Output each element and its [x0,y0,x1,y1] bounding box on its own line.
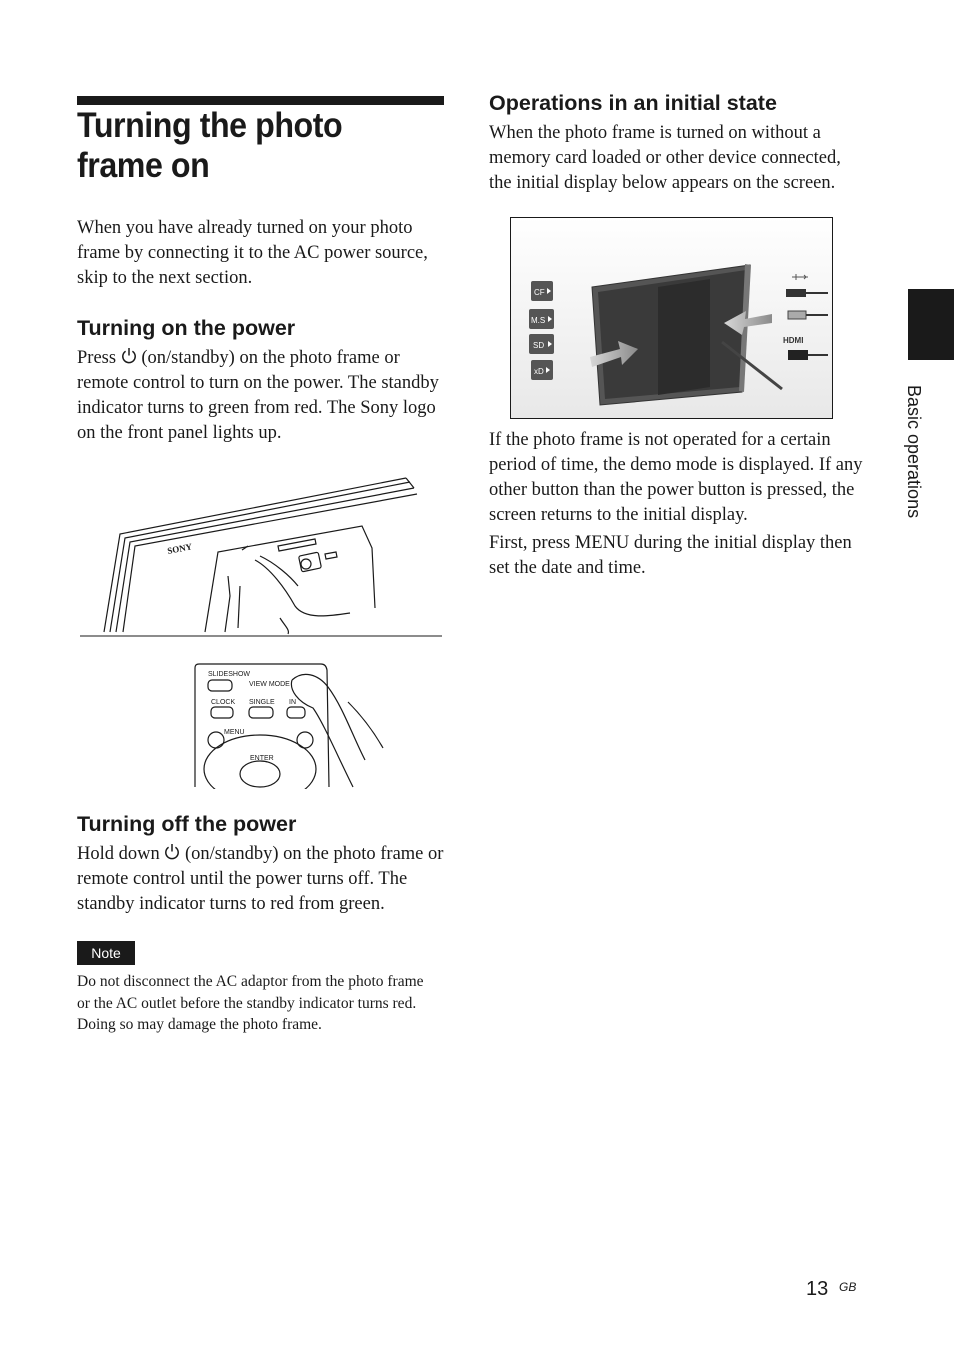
card-slot-xd-label: xD [534,367,544,376]
section-tab-marker [908,289,954,360]
usb-cable-1 [786,289,806,297]
card-slot-sd-label: SD [533,341,545,350]
turning-off-paragraph [77,842,449,917]
turning-on-paragraph [77,346,447,446]
menu-paragraph: First, press MENU during the initial display then set the date and time. [489,533,852,578]
power-icon [121,347,137,364]
note-badge: Note [77,941,135,965]
initial-display-image [510,217,833,419]
title-rule [77,96,444,105]
section-tab-label: Basic operations [904,385,924,519]
turning-on-text-before: Press [77,348,117,368]
page-number: 13 [806,1278,829,1300]
turning-off-text-before: Hold down [77,844,160,864]
card-slot-sd [529,334,554,354]
card-slot-xd [531,360,553,380]
remote-control-illustration [193,662,388,789]
card-slot-ms-label: M.S [531,316,546,325]
hdmi-label: HDMI [783,336,804,345]
card-slot-cf [531,281,553,301]
intro-paragraph: When you have already turned on your photo frame by connecting it to the AC power source, skip to the next section. [77,218,428,288]
page-suffix: GB [839,1280,857,1294]
remote-clock-label: CLOCK [211,699,236,706]
card-slot-ms [529,309,554,329]
remote-view-mode-label: VIEW MODE [249,681,290,688]
remote-slideshow-label: SLIDESHOW [208,671,251,678]
hdmi-cable [788,350,808,360]
initial-state-paragraph: When the photo frame is turned on without a memory card loaded or other device connected, the initial display below appears on the screen. [489,123,841,193]
usb-cable-2 [788,311,806,319]
remote-menu-label: MENU [224,729,245,736]
card-slot-cf-label: CF [534,288,545,297]
turning-off-text-after: (on/standby) on the photo frame or remote control until the power turns off. The standby indicator turns to red from green. [77,844,444,914]
photo-frame-power-illustration [80,468,444,638]
power-icon [164,843,180,860]
page-title: Turning the photo frame on [77,106,343,185]
turning-on-text-after: (on/standby) on the photo frame or remote control to turn on the power. The standby indicator turns to green from red. The Sony logo on the front panel lights up. [77,348,439,443]
demo-mode-paragraph: If the photo frame is not operated for a certain period of time, the demo mode is displayed. If any other button than the power button is pressed, the screen returns to the initial display. [489,430,863,525]
remote-enter-label: ENTER [250,755,274,762]
note-text: Do not disconnect the AC adaptor from the photo frame or the AC outlet before the standby indicator turns red. Doing so may damage the photo frame. [77,973,424,1033]
initial-state-heading: Operations in an initial state [489,91,777,115]
turning-on-heading: Turning on the power [77,316,296,340]
remote-index-label: IN [289,699,296,706]
turning-off-heading: Turning off the power [77,812,297,836]
frame-logo: SONY [166,541,193,556]
remote-single-label: SINGLE [249,699,275,706]
